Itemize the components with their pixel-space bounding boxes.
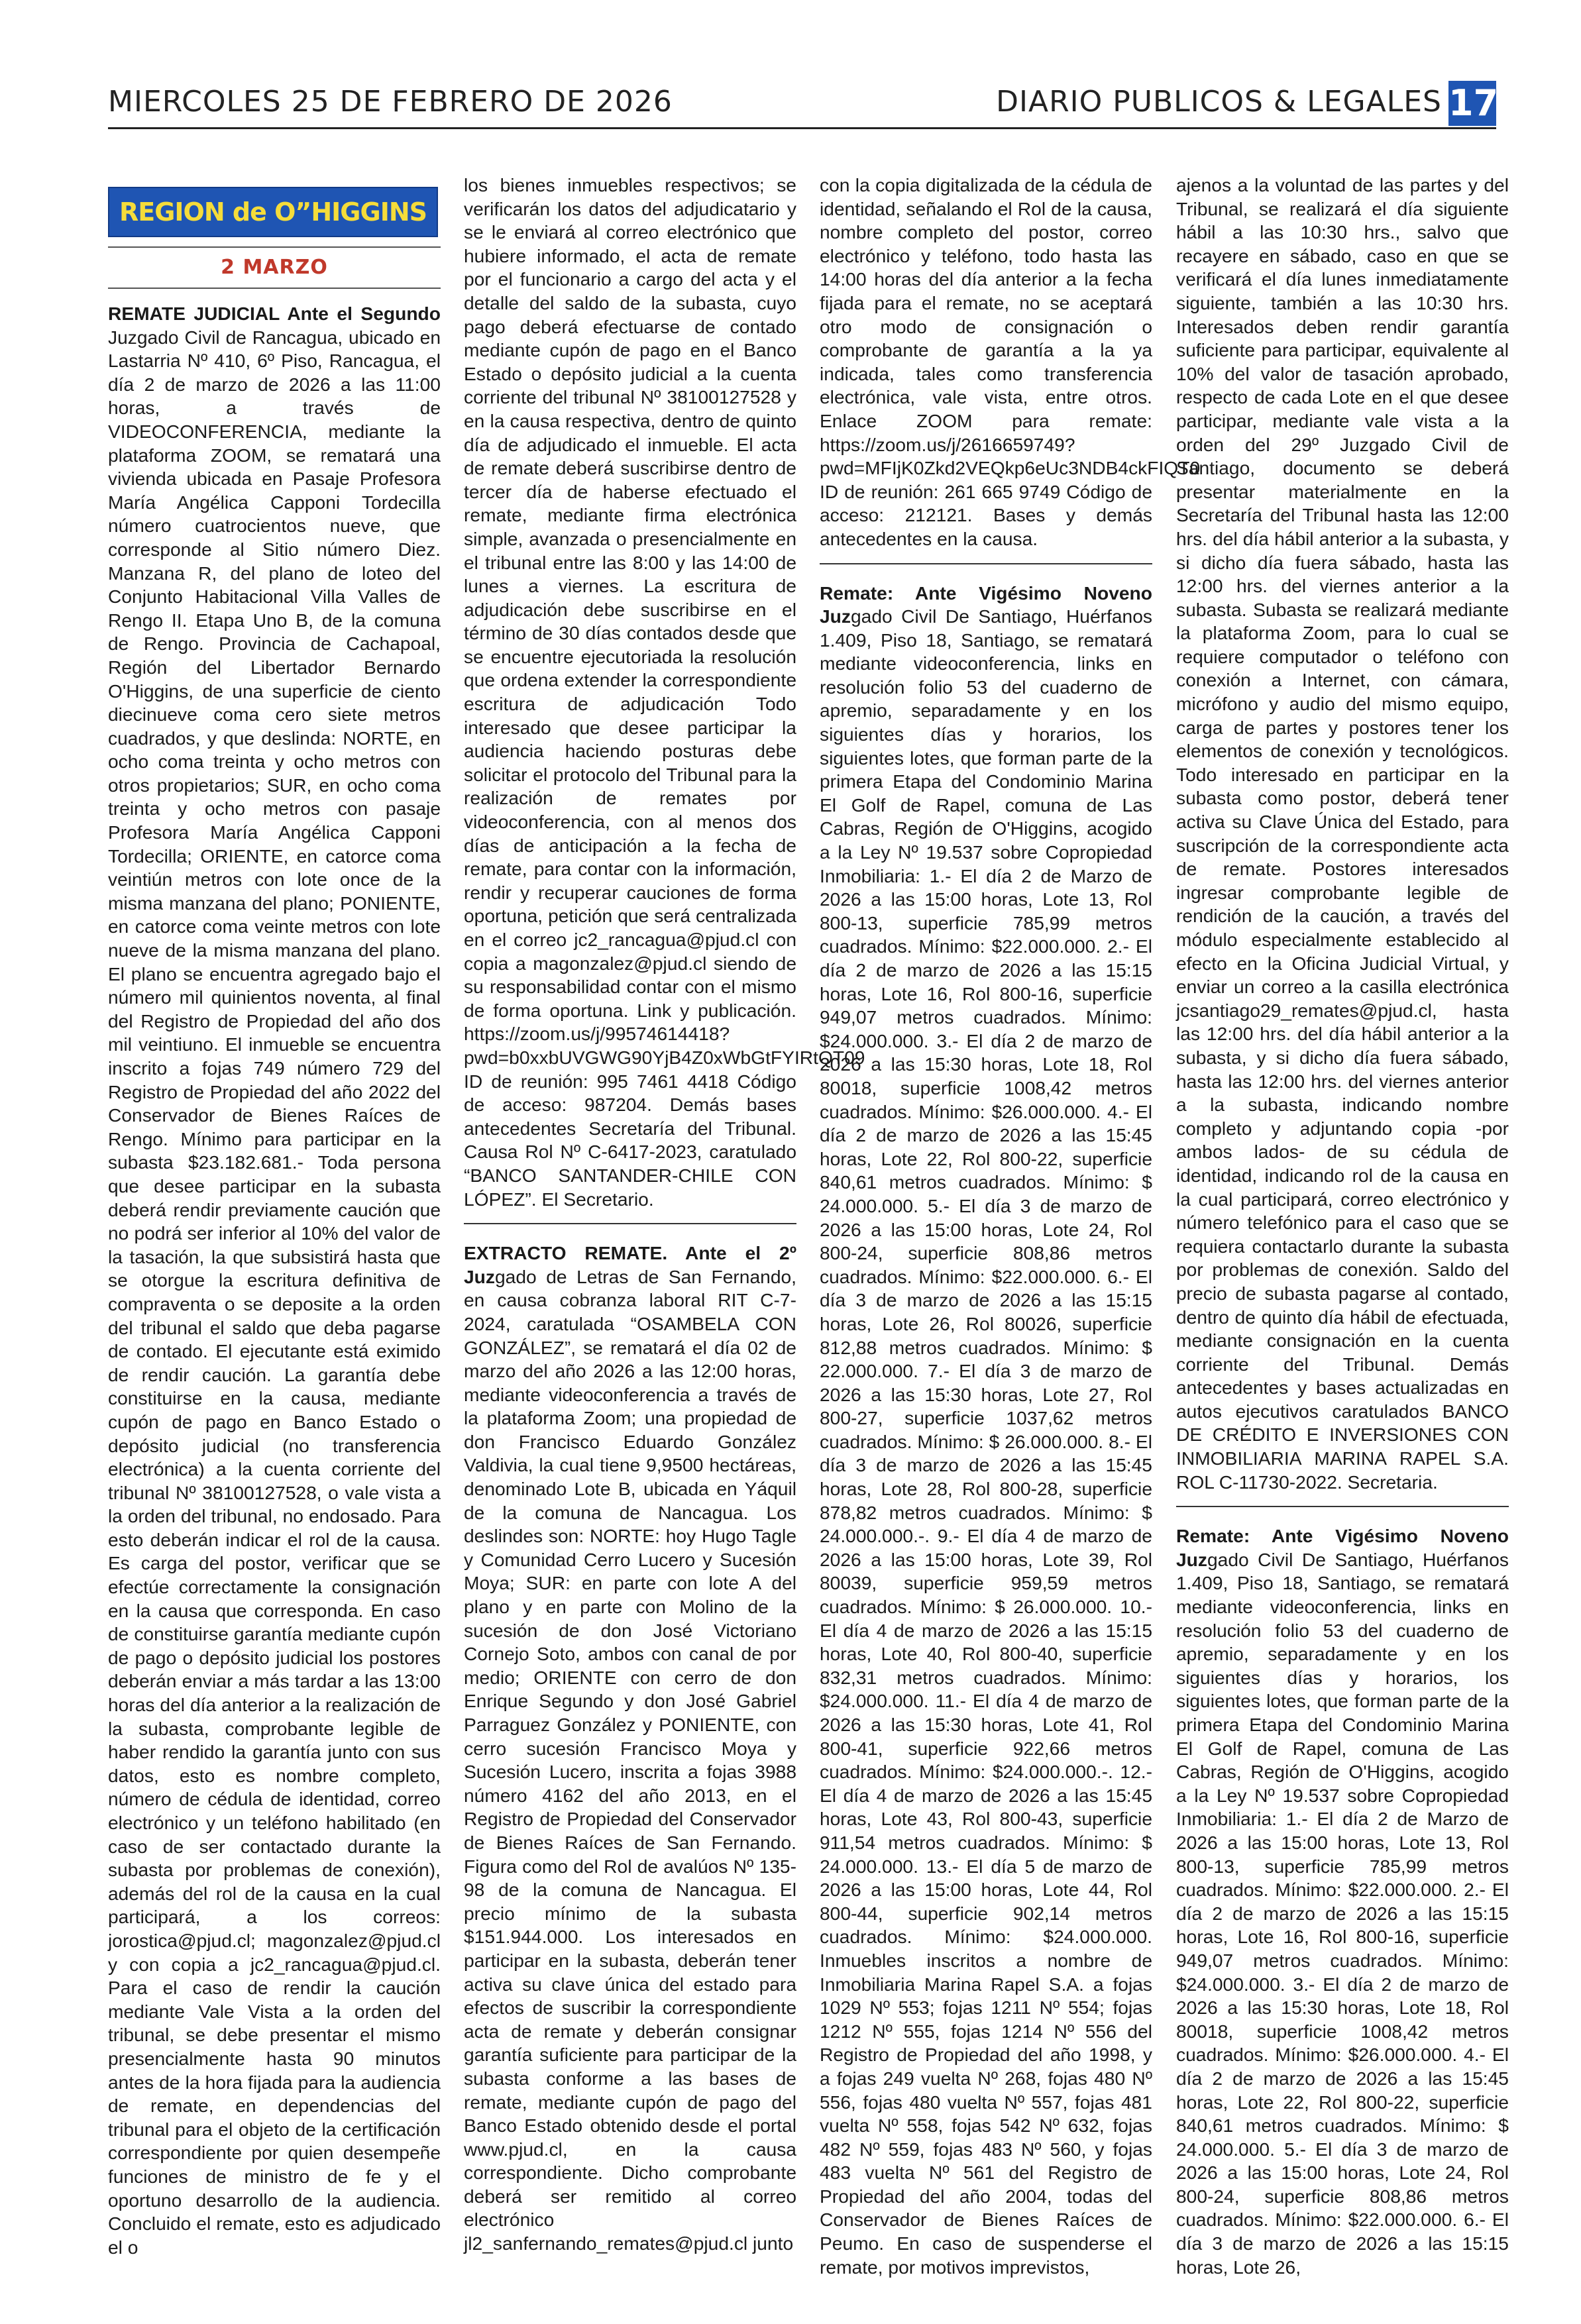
notice-2-continued: con la copia digitalizada de la cédula de identidad, señalando el Rol de la causa, nombre completo del postor, correo electrónico y teléfono, todo hasta las 14:00 horas del día anterior a la fecha fijada para el remate, no se aceptará otro modo de consignación o comprobante de garantía a la ya indicada, tales como transferencia electrónica, vale vista, entre otros. Enlace ZOOM para remate: https://zoom.us/j/2616659749?pwd=MFIjK0Zkd2VEQkp6eUc3NDB4ckFIQT0 ID de reunión: 261 665 9749 Código de acceso: 212121. Bases y demás antecedentes en la causa. bbox=[820, 174, 1201, 549]
notice-3-lead: Remate: Ante Vigésimo Noveno Juz bbox=[820, 582, 1152, 627]
notice-1-continued: los bienes inmuebles respectivos; se verificarán los datos del adjudicatario y se le enviará al correo electrónico que hubiere informado, el acta de remate por el funcionario a cargo del acta y el detalle del saldo de la subasta, cuyo pago deberá efectuarse de contado mediante cupón de pago en el Banco Estado o depósito judicial a la cuenta corriente del tribunal Nº 38100127528 y en la causa respectiva, dentro de quinto día de adjudicado el inmueble. El acta de remate deberá suscribirse dentro de tercer día de haberse efectuado el remate, mediante firma electrónica simple, avanzada o presencialmente en el tribunal entre las 8:00 y las 14:00 de lunes a viernes. La escritura de adjudicación debe suscribirse en el término de 30 días contados desde que se encuentre ejecutoriada la resolución que ordena extender la correspondiente escritura de adjudicación Todo interesado que desee participar la audiencia haciendo posturas debe solicitar el protocolo del Tribunal para la realización de remates por videoconferencia, con al menos dos días de anticipación a la fecha de remate, para contar con la información, rendir y recuperar cauciones de forma oportuna, petición que será centralizada en el correo jc2_rancagua@pjud.cl con copia a magonzalez@pjud.cl siendo de su responsabilidad contar con el mismo de forma oportuna. Link y publicación. https://zoom.us/j/99574614418?pwd=b0xxbUVGWG90YjB4Z0xWbGtFYIRtQT09 ID de reunión: 995 7461 4418 Código de acceso: 987204. Demás bases antecedentes Secretaría del Tribunal. Causa Rol Nº C-6417-2023, caratulado “BANCO SANTANDER-CHILE CON LÓPEZ”. El Secretario. bbox=[464, 174, 865, 1210]
notice-4 bbox=[1176, 1524, 1509, 2279]
notice-1-body: Juzgado Civil de Rancagua, ubicado en Lastarria Nº 410, 6º Piso, Rancagua, el día 2 de marzo de 2026 a las 11:00 horas, a través de VIDEOCONFERENCIA, mediante la plataforma ZOOM, se rematará una vivienda ubicada en Pasaje Profesora María Angélica Capponi Tordecilla número cuatrocientos nueve, que corresponde al Sitio número Diez. Manzana R, del plano de loteo del Conjunto Habitacional Villa Valles de Rengo II. Etapa Uno B, de la comuna de Rengo. Provincia de Cachapoal, Región del Libertador Bernardo O'Higgins, de una superficie de ciento diecinueve coma cero siete metros cuadrados, y que deslinda: NORTE, en ocho coma treinta y ocho metros con otros propietarios; SUR, en ocho coma treinta y ocho metros con pasaje Profesora María Angélica Capponi Tordecilla; ORIENTE, en catorce coma veintiún metros con lote once de la misma manzana del plano; PONIENTE, en catorce coma veinte metros con lote nueve de la misma manzana del plano. El plano se encuentra agregado bajo el número mil quinientos noventa, al final del Registro de Propiedad del año dos mil veintiuno. El inmueble se encuentra inscrito a fojas 749 número 729 del Registro de Propiedad del año 2022 del Conservador de Bienes Raíces de Rengo. Mínimo para participar en la subasta $23.182.681.- Toda persona que desee participar en la subasta deberá rendir previamente caución que no podrá ser inferior al 10% del valor de la tasación, la que subsistirá hasta que se otorgue la escritura definitiva de compraventa o se deposite a la orden del tribunal el saldo que deba pagarse de contado. El ejecutante está eximido de rendir caución. La garantía debe constituirse en la causa, mediante cupón de pago en Banco Estado o depósito judicial (no transferencia electrónica) a la cuenta corriente del tribunal Nº 38100127528, o vale vista a la orden del tribunal, no endosado. Para esto deberán indicar el rol de la causa. Es carga del postor, verificar que se efectúe correctamente la consignación en la causa que corresponda. En caso de constituirse garantía mediante cupón de pago o depósito judicial los postores deberán enviar a más tardar a las 13:00 horas del día anterior a la realización de la subasta, comprobante legible de haber rendido la garantía junto con sus datos, esto es nombre completo, número de cédula de identidad, correo electrónico y un teléfono habilitado (en caso de ser contactado durante la subasta por problemas de conexión), además del rol de la causa en la cual participará, a los correos: jorostica@pjud.cl; magonzalez@pjud.cl y con copia a jc2_rancagua@pjud.cl. Para el caso de rendir la caución mediante Vale Vista a la orden del tribunal, se debe presentar el mismo presencialmente hasta 90 minutos antes de la hora fijada para la audiencia de remate, en dependencias del tribunal para el objeto de la certificación correspondiente por quien desempeñe funciones de ministro de fe y el oportuno desarrollo de la audiencia. Concluido el remate, esto es adjudicado el o bbox=[108, 326, 441, 2258]
publication-name: DIARIO PUBLICOS & LEGALES bbox=[996, 85, 1442, 119]
notice-3 bbox=[820, 582, 1152, 2280]
notice-1 bbox=[108, 302, 441, 2259]
column-3 bbox=[820, 174, 1201, 2279]
notice-2-body: gado de Letras de San Fernando, en causa cobranza laboral RIT C-7-2024, caratulada “OSAMBELA CON GONZÁLEZ”, se rematará el día 02 de marzo del año 2026 a las 12:00 horas, mediante videoconferencia a través de la plataforma Zoom; una propiedad de don Francisco Eduardo González Valdivia, la cual tiene 9,9500 hectáreas, denominado Lote B, ubicada en Yáquil de la comuna de Nancagua. Los deslindes son: NORTE: hoy Hugo Tagle y Comunidad Cerro Lucero y Sucesión Moya; SUR: en parte con lote A del plano y en parte con Molino de la sucesión de don José Victoriano Cornejo Soto, ambos con canal de por medio; ORIENTE con cerro de don Enrique Segundo y don José Gabriel Parraguez González y PONIENTE, con cerro sucesión Francisco Moya y Sucesión Lucero, inscrita a fojas 3988 número 4162 del año 2013, en el Registro de Propiedad del Conservador de Bienes Raíces de San Fernando. Figura como del Rol de avalúos Nº 135-98 de la comuna de Nancagua. El precio mínimo de la subasta $151.944.000. Los interesados en participar en la subasta, deberán tener activa su clave única del estado para efectos de suscribir la correspondiente acta de remate y deberán consignar garantía suficiente para participar de la subasta conforme a las bases de remate, mediante cupón de pago del Banco Estado obtenido desde el portal www.pjud.cl, en la causa correspondiente. Dicho comprobante deberá ser remitido al correo electrónico jl2_sanfernando_remates@pjud.cl junto bbox=[464, 1265, 796, 2254]
column-2 bbox=[464, 174, 865, 2256]
notice-2-lead: EXTRACTO REMATE. Ante el 2º Juz bbox=[464, 1242, 796, 1287]
notice-2 bbox=[464, 1241, 796, 2256]
page-header bbox=[108, 81, 1499, 131]
notice-divider bbox=[1176, 1506, 1509, 1507]
page-number: 17 bbox=[1448, 81, 1496, 126]
issue-date: MIERCOLES 25 DE FEBRERO DE 2026 bbox=[108, 85, 673, 119]
notice-3-continued: ajenos a la voluntad de las partes y del Tribunal, se realizará el día siguiente hábil a las 10:30 hrs., salvo que recayere en sábado, caso en que se verificará el día lunes inmediatamente siguiente, también a las 10:30 hrs. Interesados deben rendir garantía suficiente para participar, equivalente al 10% del valor de tasación aprobado, respecto de cada Lote en el que desee participar, mediante vale vista a la orden del 29º Juzgado Civil de Santiago, documento se deberá presentar materialmente en la Secretaría del Tribunal hasta las 12:00 hrs. del día hábil anterior a la subasta, y si dicho día fuera sábado, hasta las 12:00 hrs. del viernes anterior a la subasta. Subasta se realizará mediante la plataforma Zoom, para lo cual se requiere computador o teléfono con conexión a Internet, con cámara, micrófono y audio del mismo equipo, carga de partes y postores tener los elementos de conexión y tecnológicos. Todo interesado en participar en la subasta como postor, deberá tener activa su Clave Única del Estado, para suscripción de la correspondiente acta de remate. Postores interesados ingresar comprobante legible de rendición de la caución, a través del módulo especialmente establecido al efecto en la Oficina Judicial Virtual, y enviar un correo a la casilla electrónica jcsantiago29_remates@pjud.cl, hasta las 12:00 hrs. del día hábil anterior a la subasta, y si dicho día fuera sábado, hasta las 12:00 hrs. del viernes anterior a la subasta, indicando nombre completo y adjuntando copia -por ambos lados- de su cédula de identidad, indicando rol de la causa en la cual participará, correo electrónico y número telefónico para el caso que se requiera contactarlo durante la subasta por problemas de conexión. Saldo del precio de subasta pagarse al contado, dentro de quinto día hábil de efectuada, mediante consignación en la cuenta corriente del Tribunal. Demás antecedentes y bases actualizadas en autos ejecutivos caratulados BANCO DE CRÉDITO E INVERSIONES CON INMOBILIARIA MARINA RAPEL S.A. ROL C-11730-2022. Secretaria. bbox=[1176, 174, 1509, 1493]
column-4 bbox=[1176, 174, 1509, 2279]
notice-4-lead: Remate: Ante Vigésimo Noveno Juz bbox=[1176, 1525, 1509, 1570]
date-heading: 2 MARZO bbox=[108, 246, 441, 289]
notice-divider bbox=[464, 1223, 796, 1224]
header-rule bbox=[108, 127, 1496, 129]
notice-divider bbox=[820, 563, 1152, 564]
region-banner: REGION de O”HIGGINS bbox=[108, 187, 438, 237]
notice-3-body: gado Civil De Santiago, Huérfanos 1.409, Piso 18, Santiago, se rematará mediante videoconferencia, links en resolución folio 53 del cuaderno de apremio, separadamente y en los siguientes días y horarios, los siguientes lotes, que forman parte de la primera Etapa del Condominio Marina El Golf de Rapel, comuna de Las Cabras, Región de O'Higgins, acogido a la Ley Nº 19.537 sobre Copropiedad Inmobiliaria: 1.- El día 2 de Marzo de 2026 a las 15:00 horas, Lote 13, Rol 800-13, superficie 785,99 metros cuadrados. Mínimo: $22.000.000. 2.- El día 2 de marzo de 2026 a las 15:15 horas, Lote 16, Rol 800-16, superficie 949,07 metros cuadrados. Mínimo: $24.000.000. 3.- El día 2 de marzo de 2026 a las 15:30 horas, Lote 18, Rol 80018, superficie 1008,42 metros cuadrados. Mínimo: $26.000.000. 4.- El día 2 de marzo de 2026 a las 15:45 horas, Lote 22, Rol 800-22, superficie 840,61 metros cuadrados. Mínimo: $ 24.000.000. 5.- El día 3 de marzo de 2026 a las 15:00 horas, Lote 24, Rol 800-24, superficie 808,86 metros cuadrados. Mínimo: $22.000.000. 6.- El día 3 de marzo de 2026 a las 15:15 horas, Lote 26, Rol 80026, superficie 812,88 metros cuadrados. Mínimo: $ 22.000.000. 7.- El día 3 de marzo de 2026 a las 15:30 horas, Lote 27, Rol 800-27, superficie 1037,62 metros cuadrados. Mínimo: $ 26.000.000. 8.- El día 3 de marzo de 2026 a las 15:45 horas, Lote 28, Rol 800-28, superficie 878,82 metros cuadrados. Mínimo: $ 24.000.000.-. 9.- El día 4 de marzo de 2026 a las 15:00 horas, Lote 39, Rol 80039, superficie 959,59 metros cuadrados. Mínimo: $ 26.000.000. 10.- El día 4 de marzo de 2026 a las 15:15 horas, Lote 40, Rol 800-40, superficie 832,31 metros cuadrados. Mínimo: $24.000.000. 11.- El día 4 de marzo de 2026 a las 15:30 horas, Lote 41, Rol 800-41, superficie 922,66 metros cuadrados. Mínimo: $24.000.000.-. 12.- El día 4 de marzo de 2026 a las 15:45 horas, Lote 43, Rol 800-43, superficie 911,54 metros cuadrados. Mínimo: $ 24.000.000. 13.- El día 5 de marzo de 2026 a las 15:00 horas, Lote 44, Rol 800-44, superficie 902,14 metros cuadrados. Mínimo: $24.000.000. Inmuebles inscritos a nombre de Inmobiliaria Marina Rapel S.A. a fojas 1029 Nº 553; fojas 1211 Nº 554; fojas 1212 Nº 555, fojas 1214 Nº 556 del Registro de Propiedad del año 1998, y a fojas 249 vuelta Nº 268, fojas 480 Nº 556, fojas 480 vuelta Nº 557, fojas 481 vuelta Nº 558, fojas 542 Nº 632, fojas 482 Nº 559, fojas 483 Nº 560, y fojas 483 vuelta Nº 561 del Registro de Propiedad del año 2004, todas del Conservador de Bienes Raíces de Peumo. En caso de suspenderse el remate, por motivos imprevistos, bbox=[820, 606, 1152, 2278]
notice-4-body: gado Civil De Santiago, Huérfanos 1.409, Piso 18, Santiago, se rematará mediante videoconferencia, links en resolución folio 53 del cuaderno de apremio, separadamente y en los siguientes días y horarios, los siguientes lotes, que forman parte de la primera Etapa del Condominio Marina El Golf de Rapel, comuna de Las Cabras, Región de O'Higgins, acogido a la Ley Nº 19.537 sobre Copropiedad Inmobiliaria: 1.- El día 2 de Marzo de 2026 a las 15:00 horas, Lote 13, Rol 800-13, superficie 785,99 metros cuadrados. Mínimo: $22.000.000. 2.- El día 2 de marzo de 2026 a las 15:15 horas, Lote 16, Rol 800-16, superficie 949,07 metros cuadrados. Mínimo: $24.000.000. 3.- El día 2 de marzo de 2026 a las 15:30 horas, Lote 18, Rol 80018, superficie 1008,42 metros cuadrados. Mínimo: $26.000.000. 4.- El día 2 de marzo de 2026 a las 15:45 horas, Lote 22, Rol 800-22, superficie 840,61 metros cuadrados. Mínimo: $ 24.000.000. 5.- El día 3 de marzo de 2026 a las 15:00 horas, Lote 24, Rol 800-24, superficie 808,86 metros cuadrados. Mínimo: $22.000.000. 6.- El día 3 de marzo de 2026 a las 15:15 horas, Lote 26, bbox=[1176, 1548, 1509, 2278]
notice-1-lead: REMATE JUDICIAL Ante el Segundo bbox=[108, 303, 441, 324]
column-1 bbox=[108, 187, 441, 2259]
